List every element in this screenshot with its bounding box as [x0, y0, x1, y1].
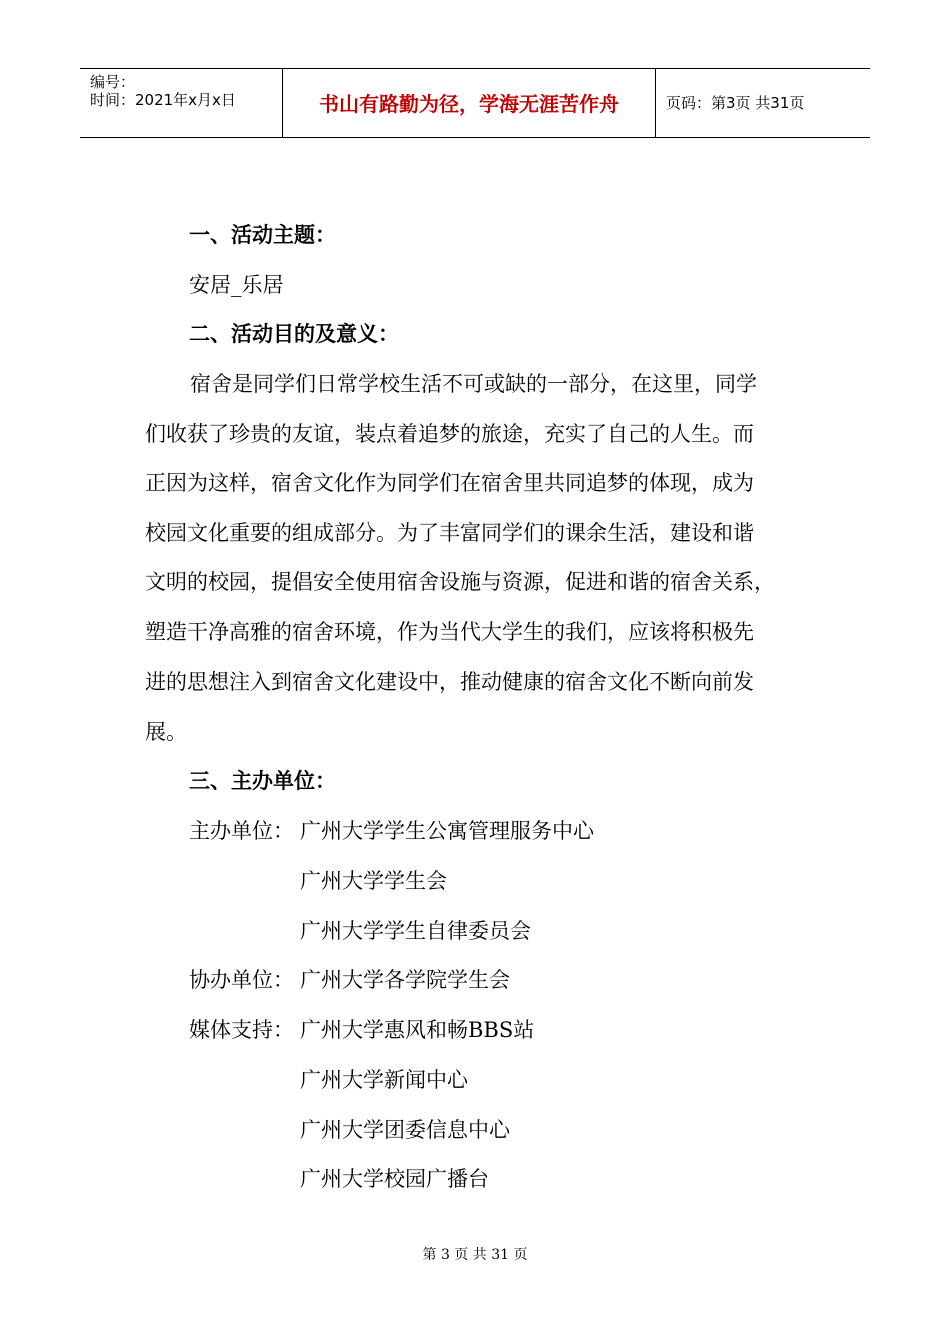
- media-unit: 广州大学团委信息中心: [300, 1118, 510, 1142]
- host-unit: 广州大学学生自律委员会: [300, 919, 531, 943]
- document-header: [80, 68, 870, 138]
- purpose-line: 们收获了珍贵的友谊，装点着追梦的旅途，充实了自己的人生。而: [145, 422, 754, 446]
- theme-heading: 一、活动主题：: [189, 223, 336, 247]
- purpose-line: 正因为这样，宿舍文化作为同学们在宿舍里共同追梦的体现，成为: [145, 471, 754, 495]
- purpose-line: 进的思想注入到宿舍文化建设中，推动健康的宿舍文化不断向前发: [145, 670, 754, 694]
- theme-text: 安居_乐居: [189, 273, 284, 297]
- media-unit: 广州大学惠风和畅BBS站: [300, 1018, 535, 1042]
- host-unit: 广州大学学生会: [300, 869, 447, 893]
- media-unit: 广州大学校园广播台: [300, 1167, 489, 1191]
- purpose-line: 展。: [145, 720, 187, 744]
- host-label: 主办单位：: [189, 819, 294, 843]
- purpose-line: 校园文化重要的组成部分。为了丰富同学们的课余生活，建设和谐: [145, 521, 754, 545]
- header-page-cell: [656, 69, 870, 137]
- number-label: 编号：: [90, 73, 136, 91]
- host-unit: 广州大学学生公寓管理服务中心: [300, 819, 594, 843]
- header-motto-cell: [283, 69, 656, 137]
- media-label: 媒体支持：: [189, 1018, 294, 1042]
- page-footer: 第 3 页 共 31 页: [422, 1247, 528, 1263]
- co-host-label: 协办单位：: [189, 968, 294, 992]
- purpose-line: 文明的校园，提倡安全使用宿舍设施与资源，促进和谐的宿舍关系，: [145, 570, 775, 594]
- purpose-line: 塑造干净高雅的宿舍环境，作为当代大学生的我们，应该将积极先: [145, 620, 754, 644]
- organizer-heading: 三、主办单位：: [189, 769, 336, 793]
- co-host-unit: 广州大学各学院学生会: [300, 968, 510, 992]
- media-unit: 广州大学新闻中心: [300, 1068, 468, 1092]
- time-label: 时间：2021年x月x日: [90, 91, 236, 109]
- header-meta-cell: [80, 69, 283, 137]
- motto-text: 书山有路勤为径，学海无涯苦作舟: [319, 92, 619, 116]
- page-code: 页码：第3页 共31页: [666, 94, 805, 112]
- purpose-heading: 二、活动目的及意义：: [189, 322, 399, 346]
- purpose-line: 宿舍是同学们日常学校生活不可或缺的一部分，在这里，同学: [190, 372, 757, 396]
